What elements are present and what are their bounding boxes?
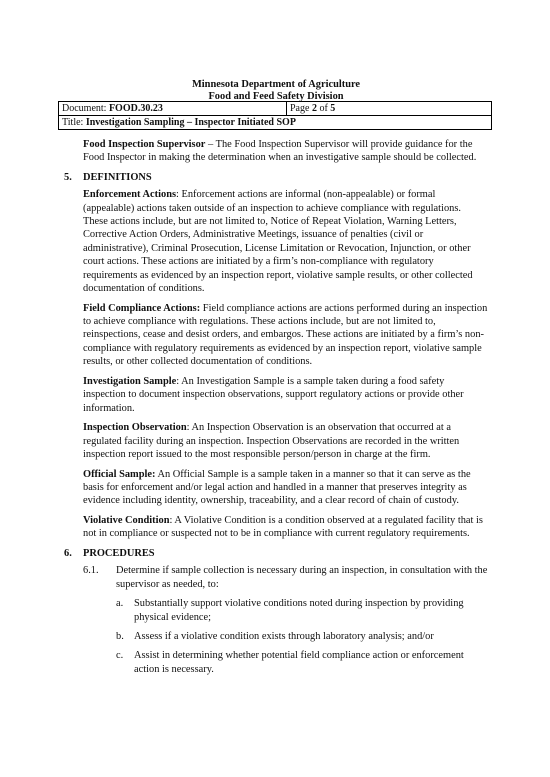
definition-term: Inspection Observation xyxy=(83,422,187,434)
document-id-cell xyxy=(59,102,287,116)
procedure-step-text: Determine if sample collection is necessary during an inspection, in consultation with the supervisor as needed, to: xyxy=(116,565,488,590)
document-id-label: Document: xyxy=(62,103,109,114)
definition-inspection-observation xyxy=(83,421,488,461)
definition-text: An Official Sample is a sample taken in a manner so that it can serve as the basis for enforcement and/or legal action and handled in a manner that preserves integrity as evidence including identity, ownership, traceability, and a clear record of chain of custody. xyxy=(83,468,471,507)
title-label: Title: xyxy=(62,117,86,128)
page-total: 5 xyxy=(330,103,336,114)
page-of: of xyxy=(316,103,331,114)
definition-investigation-sample xyxy=(83,375,488,415)
definition-enforcement-actions xyxy=(83,188,488,295)
procedure-subitem xyxy=(116,630,488,643)
procedure-subitem xyxy=(116,597,488,624)
procedures-title: PROCEDURES xyxy=(83,548,155,560)
procedures-number: 6. xyxy=(64,548,72,560)
definition-text: : A Violative Condition is a condition observed at a regulated facility that is not in compliance or suspected not to be in compliance with current regulatory requirements. xyxy=(83,515,483,540)
definition-violative-condition xyxy=(83,514,488,541)
procedure-step-number: 6.1. xyxy=(83,565,99,577)
definitions-heading xyxy=(64,171,488,184)
definition-official-sample xyxy=(83,468,488,508)
subitem-text: Assist in determining whether potential field compliance action or enforcement action is necessary. xyxy=(134,650,464,675)
definition-term: Official Sample: xyxy=(83,468,156,480)
procedure-subitem xyxy=(116,649,488,676)
intro-term: Food Inspection Supervisor xyxy=(83,139,206,150)
definition-term: Enforcement Actions xyxy=(83,189,177,201)
intro-paragraph xyxy=(83,138,488,165)
definition-text: : An Investigation Sample is a sample taken during a food safety inspection to document inspection observations, support regulatory actions or provide other information. xyxy=(83,375,464,414)
definition-text: Field compliance actions are actions performed during an inspection to achieve compliance with regulations. These actions include, but are not limited to, reinspections, cease and desist orders, and embargos. These actions are initiated by a firm’s non-compliance with regulatory requirements as evidenced by an inspection report, violative sample results, or other collected documentation of conditions. xyxy=(83,302,488,368)
document-title-cell xyxy=(59,116,492,130)
document-id-value: FOOD.30.23 xyxy=(108,103,163,114)
procedures-heading xyxy=(64,547,488,560)
definition-text: : Enforcement actions are informal (non-appealable) or formal (appealable) actions taken outside of an inspection to achieve compliance with regulations. These actions include, but are not limited to, Notice of Repeat Violation, Warning Letters, Corrective Action Orders, Administrative Meetings, issuance of penalties (civil or administrative), Criminal Prosecution, License Limitation or Revocation, Injunction, or other court actions. These actions are initiated by a firm’s non-compliance with regulatory requirements as evidenced by an inspection report, violative sample results, or other collected documentation of conditions. xyxy=(83,189,473,295)
definition-text: : An Inspection Observation is an observation that occurred at a regulated facility during an inspection. Inspection Observations are recorded in the written inspection report issued to the most responsible person/person in charge at the firm. xyxy=(83,422,460,461)
definition-term: Field Compliance Actions: xyxy=(83,302,201,314)
definitions-title: DEFINITIONS xyxy=(83,172,152,183)
subitem-label: b. xyxy=(116,630,124,642)
intro-text: – The Food Inspection Supervisor will provide guidance for the Food Inspector in making the determination when an investigative sample should be collected. xyxy=(83,139,477,164)
definition-term: Violative Condition xyxy=(83,515,170,527)
page-current: 2 xyxy=(311,103,317,114)
document-info-table xyxy=(58,101,492,130)
definition-field-compliance-actions xyxy=(83,302,488,369)
subitem-label: c. xyxy=(116,650,124,662)
document-body xyxy=(64,138,488,682)
definitions-number: 5. xyxy=(64,172,72,183)
organization-name: Minnesota Department of Agriculture xyxy=(191,79,361,90)
division-name: Food and Feed Safety Division xyxy=(208,90,344,102)
document-title: Investigation Sampling – Inspector Initiated SOP xyxy=(85,117,296,128)
subitem-text: Assess if a violative condition exists through laboratory analysis; and/or xyxy=(134,630,434,642)
procedure-step xyxy=(83,564,488,591)
page-number-cell xyxy=(287,102,492,116)
definition-term: Investigation Sample xyxy=(83,375,177,387)
page-label: Page xyxy=(290,103,312,114)
subitem-label: a. xyxy=(116,598,124,610)
subitem-text: Substantially support violative conditions noted during inspection by providing physical evidence; xyxy=(134,598,464,623)
